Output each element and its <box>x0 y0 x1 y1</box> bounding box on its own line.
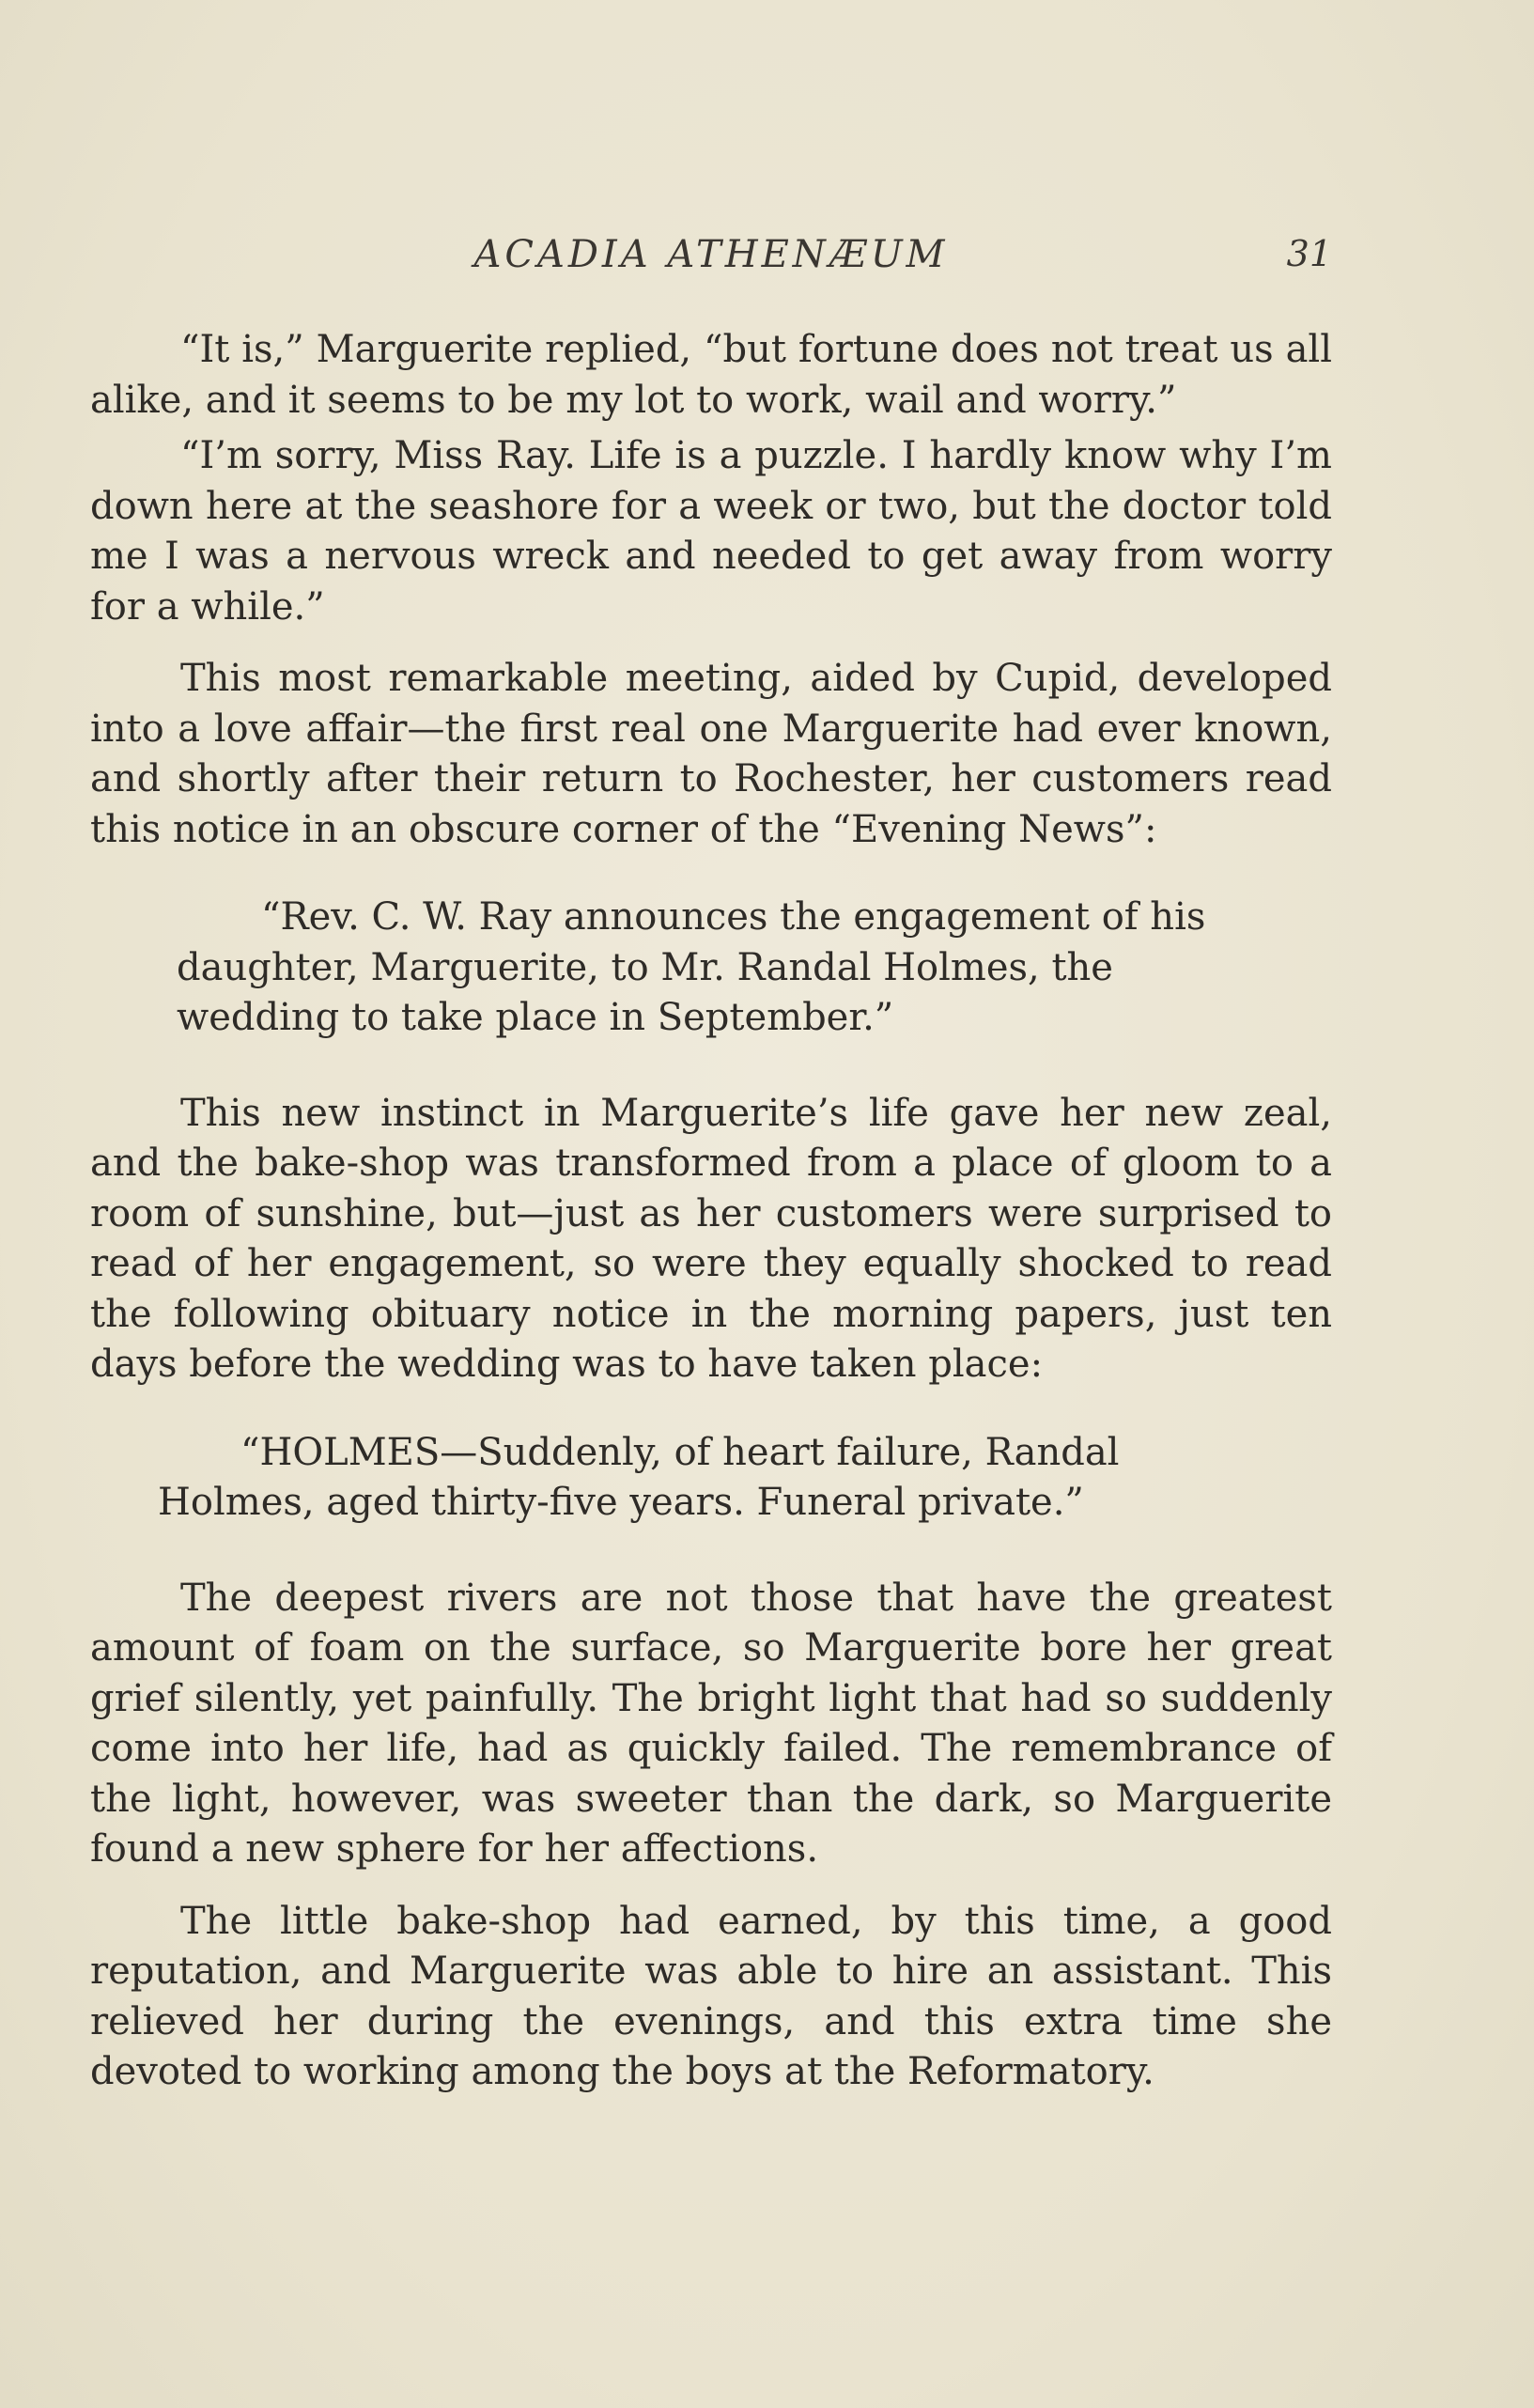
paragraph-dialogue-marguerite: “It is,” Marguerite replied, “but fortune does not treat us all alike, and it seems to be my lot to work, wail and worry.” <box>90 328 1332 422</box>
paragraph-meeting: This most remarkable meeting, aided by Cupid, developed into a love affair—the first real one Marguerite had ever known, and shortly after their return to Rochester, her customers read this notice in an obscure corner of the “Evening News”: <box>90 657 1332 851</box>
body-text <box>90 325 1332 2098</box>
paragraph-new-instinct: This new instinct in Marguerite’s life gave her new zeal, and the bake-shop was transformed from a place of gloom to a room of sunshine, but—just as her customers were surprised to read of her engagement, so were they equally shocked to read the following obituary notice in the morning papers, just ten days before the wedding was to have taken place: <box>90 1091 1332 1386</box>
running-title: ACADIA ATHENÆUM <box>473 233 949 276</box>
page-number: 31 <box>1286 233 1332 274</box>
paragraph-dialogue-holmes: “I’m sorry, Miss Ray. Life is a puzzle. I hardly know why I’m down here at the seashore for a week or two, but the doctor told me I was a nervous wreck and needed to get away from worry for a while.” <box>90 434 1332 629</box>
engagement-notice-quote: “Rev. C. W. Ray announces the engagement of his daughter, Marguerite, to Mr. Randal Holmes, the wedding to take place in September.” <box>177 895 1206 1039</box>
paragraph-bake-shop: The little bake-shop had earned, by this time, a good reputation, and Marguerite was able to hire an assistant. This relieved her during the evenings, and this extra time she devoted to working among the boys at the Reformatory. <box>90 1899 1332 2093</box>
obituary-notice-quote: “HOLMES—Suddenly, of heart failure, Randal Holmes, aged thirty-five years. Funeral private.” <box>158 1430 1120 1524</box>
running-head <box>90 233 1332 289</box>
paragraph-deepest-rivers: The deepest rivers are not those that have the greatest amount of foam on the surface, so Marguerite bore her great grief silently, yet painfully. The bright light that had so suddenly come into her life, had as quickly failed. The remembrance of the light, however, was sweeter than the dark, so Marguerite found a new sphere for her affections. <box>90 1576 1332 1871</box>
